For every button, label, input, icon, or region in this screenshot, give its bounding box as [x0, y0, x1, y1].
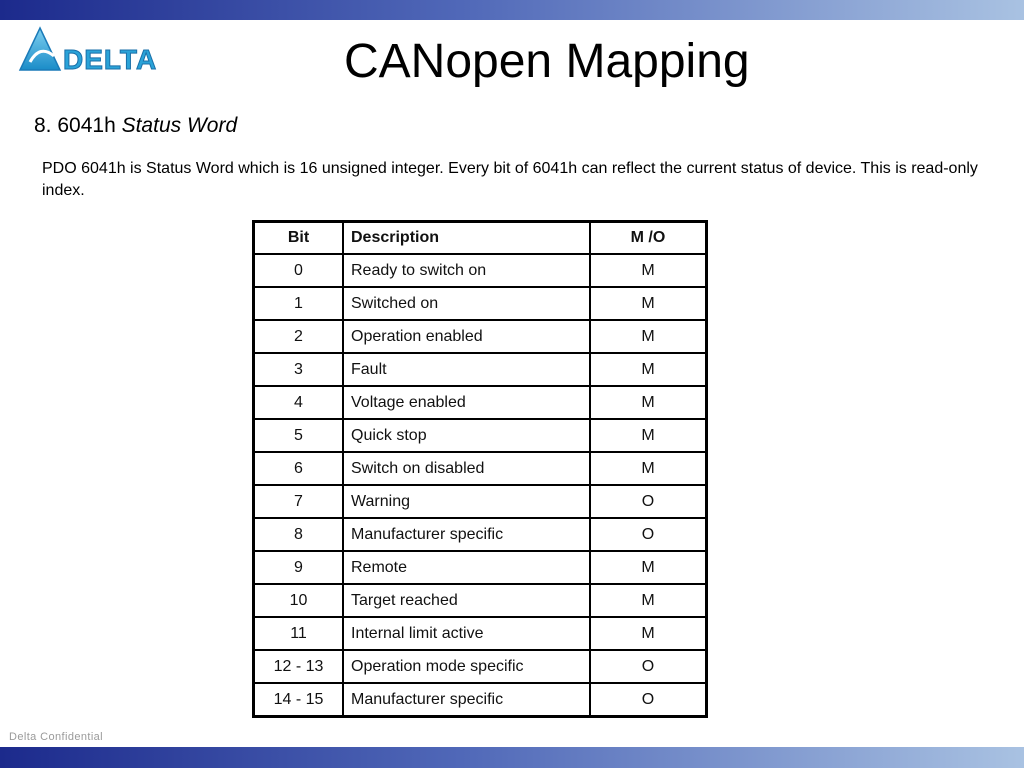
footer-gradient-bar: [0, 747, 1024, 768]
table-header-row: [255, 223, 705, 254]
section-number: 8. 6041h: [34, 114, 116, 137]
table-row: [255, 287, 705, 320]
cell-mandatory-optional: M: [590, 254, 705, 287]
cell-mandatory-optional: M: [590, 386, 705, 419]
cell-mandatory-optional: O: [590, 485, 705, 518]
svg-text:DELTA: DELTA: [63, 44, 158, 75]
cell-bit: 9: [255, 551, 343, 584]
cell-description: Switched on: [343, 287, 590, 320]
cell-description: Internal limit active: [343, 617, 590, 650]
table-row: [255, 386, 705, 419]
page-title: CANopen Mapping: [344, 35, 750, 88]
cell-bit: 1: [255, 287, 343, 320]
section-name: Status Word: [121, 114, 238, 137]
cell-description: Target reached: [343, 584, 590, 617]
table-row: [255, 584, 705, 617]
table-row: [255, 452, 705, 485]
cell-bit: 4: [255, 386, 343, 419]
cell-description: Warning: [343, 485, 590, 518]
cell-mandatory-optional: M: [590, 551, 705, 584]
cell-bit: 5: [255, 419, 343, 452]
table-row: [255, 353, 705, 386]
cell-description: Voltage enabled: [343, 386, 590, 419]
cell-bit: 6: [255, 452, 343, 485]
table-row: [255, 320, 705, 353]
table-row: [255, 551, 705, 584]
footer-confidential: Delta Confidential: [9, 731, 104, 743]
cell-bit: 11: [255, 617, 343, 650]
status-word-table: [252, 220, 708, 718]
cell-description: Remote: [343, 551, 590, 584]
cell-description: Ready to switch on: [343, 254, 590, 287]
table-row: [255, 617, 705, 650]
header-mandatory-optional: M /O: [590, 223, 705, 254]
cell-description: Fault: [343, 353, 590, 386]
cell-bit: 14 - 15: [255, 683, 343, 715]
cell-bit: 3: [255, 353, 343, 386]
cell-mandatory-optional: M: [590, 353, 705, 386]
table-row: [255, 485, 705, 518]
cell-bit: 2: [255, 320, 343, 353]
table-row: [255, 683, 705, 715]
cell-mandatory-optional: M: [590, 419, 705, 452]
cell-bit: 8: [255, 518, 343, 551]
cell-bit: 10: [255, 584, 343, 617]
cell-mandatory-optional: M: [590, 320, 705, 353]
cell-bit: 12 - 13: [255, 650, 343, 683]
header-gradient-bar: [0, 0, 1024, 20]
section-heading: [34, 113, 237, 139]
table-row: [255, 518, 705, 551]
table-row: [255, 254, 705, 287]
cell-description: Operation mode specific: [343, 650, 590, 683]
cell-mandatory-optional: O: [590, 518, 705, 551]
cell-mandatory-optional: O: [590, 683, 705, 715]
cell-bit: 0: [255, 254, 343, 287]
cell-mandatory-optional: M: [590, 452, 705, 485]
cell-description: Manufacturer specific: [343, 683, 590, 715]
cell-description: Switch on disabled: [343, 452, 590, 485]
cell-bit: 7: [255, 485, 343, 518]
cell-mandatory-optional: M: [590, 617, 705, 650]
cell-description: Operation enabled: [343, 320, 590, 353]
header-description: Description: [343, 223, 590, 254]
table-row: [255, 419, 705, 452]
description-paragraph: PDO 6041h is Status Word which is 16 unsigned integer. Every bit of 6041h can reflect the current status of device. This is read-only index.: [42, 160, 978, 199]
table-row: [255, 650, 705, 683]
cell-description: Quick stop: [343, 419, 590, 452]
cell-mandatory-optional: M: [590, 287, 705, 320]
cell-mandatory-optional: M: [590, 584, 705, 617]
delta-logo: [18, 26, 178, 80]
cell-mandatory-optional: O: [590, 650, 705, 683]
cell-description: Manufacturer specific: [343, 518, 590, 551]
header-bit: Bit: [255, 223, 343, 254]
